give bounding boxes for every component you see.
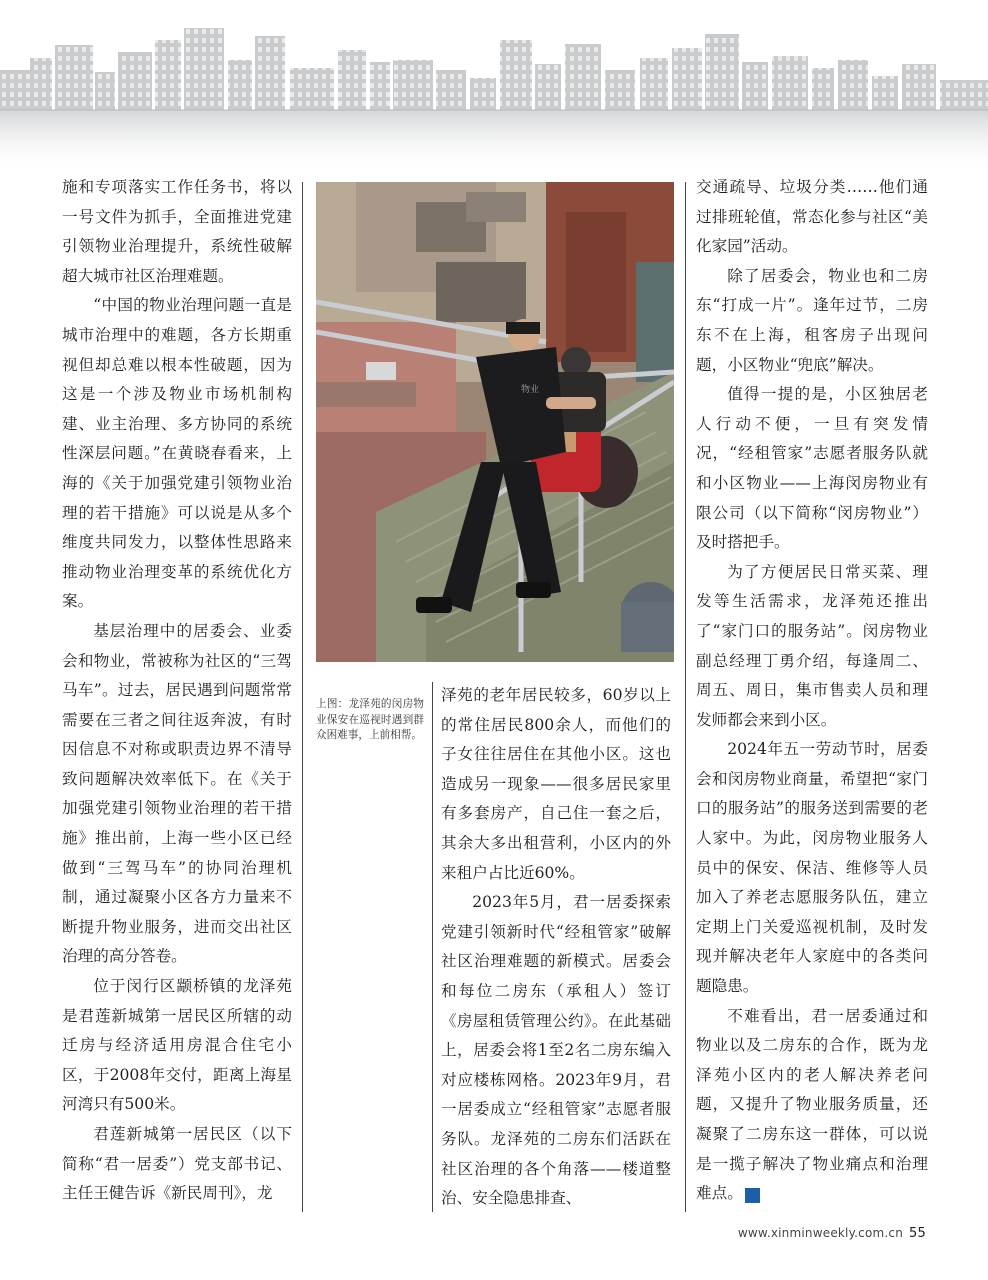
paragraph: 施和专项落实工作任务书，将以一号文件为抓手，全面推进党建引领物业治理提升，系统性破解超大城市社区治理难题。 [62, 178, 292, 285]
paragraph: 泽苑的老年居民较多，60岁以上的常住居民800余人，而他们的子女往往居住在其他小区。这也造成另一现象——很多居民家里有多套房产，自己住一套之后，其余大多出租营利，小区内的外来租户占比近60%。 [441, 686, 671, 882]
article-column-1 [62, 173, 292, 1223]
paragraph: 基层治理中的居委会、业委会和物业，常被称为社区的“三驾马车”。过去，居民遇到问题常常需要在三者之间往返奔波，有时因信息不对称或职责边界不清导致问题解决效率低下。在《关于加强党建引领物业治理的若干措施》推出前，上海一些小区已经做到“三驾马车”的协同治理机制，通过凝聚小区各方力量来不断提升物业服务，进而交出社区治理的高分答卷。 [62, 621, 292, 966]
paragraph: 值得一提的是，小区独居老人行动不便，一旦有突发情况，“经租管家”志愿者服务队就和小区物业——上海闵房物业有限公司（以下简称“闵房物业”）及时搭把手。 [696, 385, 928, 552]
paragraph: 2024年五一劳动节时，居委会和闵房物业商量，希望把“家门口的服务站”的服务送到需要的老人家中。为此，闵房物业服务人员中的保安、保洁、维修等人员加入了养老志愿服务队伍，建立定期上门关爱巡视机制，及时发现并解决老年人家庭中的各类问题隐患。 [696, 740, 928, 996]
end-mark-icon: 民 [745, 1188, 760, 1203]
article-column-3 [696, 173, 928, 1223]
paragraph: 除了居委会，物业也和二房东“打成一片”。逢年过节，二房东不在上海，租客房子出现问题，小区物业“兜底”解决。 [696, 266, 928, 374]
article-column-2 [441, 681, 671, 1223]
paragraph: 为了方便居民日常买菜、理发等生活需求，龙泽苑还推出了“家门口的服务站”。闵房物业副总经理丁勇介绍，每逢周二、周五、周日，集市售卖人员和理发师都会来到小区。 [696, 562, 928, 729]
column-divider [432, 682, 433, 1212]
page-number: 55 [909, 1226, 926, 1241]
paragraph: 不难看出，君一居委通过和物业以及二房东的合作，既为龙泽苑小区内的老人解决养老问题，又提升了物业服务质量，还凝聚了二房东这一群体，可以说是一揽子解决了物业痛点和治理难点。 [696, 1006, 928, 1203]
photo-caption: 上图：龙泽苑的闵房物业保安在巡视时遇到群众困难事，上前相帮。 [316, 698, 424, 741]
website-url: www.xinminweekly.com.cn [737, 1226, 904, 1240]
paragraph: 交通疏导、垃圾分类……他们通过排班轮值，常态化参与社区“美化家园”活动。 [696, 178, 928, 256]
column-divider [685, 182, 686, 1212]
paragraph: “中国的物业治理问题一直是城市治理中的难题，各方长期重视但却总难以根本性破题，因为这是一个涉及物业市场机制构建、业主治理、多方协同的系统性深层问题。”在黄晓春看来，上海的《关于加强党建引领物业治理的若干措施》可以说是从多个维度共同发力，以整体性思路来推动物业治理变革的系统优化方案。 [62, 296, 292, 611]
guard-badge: 物业 [521, 385, 540, 395]
skyline-header-graphic [0, 0, 988, 175]
paragraph: 2023年5月，君一居委探索党建引领新时代“经租管家”破解社区治理难题的新模式。居委会和每位二房东（承租人）签订《房屋租赁管理公约》。在此基础上，居委会将1至2名二房东编入对应楼栋网格。2023年9月，君一居委成立“经租管家”志愿者服务队。龙泽苑的二房东们活跃在社区治理的各个角落——楼道整治、安全隐患排查、 [441, 893, 671, 1208]
column-divider [302, 182, 303, 1212]
paragraph: 君莲新城第一居民区（以下简称“君一居委”）党支部书记、主任王健告诉《新民周刊》，龙 [62, 1125, 292, 1203]
paragraph: 位于闵行区颛桥镇的龙泽苑是君莲新城第一居民区所辖的动迁房与经济适用房混合住宅小区，于2008年交付，距离上海星河湾只有500米。 [62, 977, 292, 1114]
article-photo [316, 182, 674, 662]
page-footer [738, 1226, 926, 1241]
